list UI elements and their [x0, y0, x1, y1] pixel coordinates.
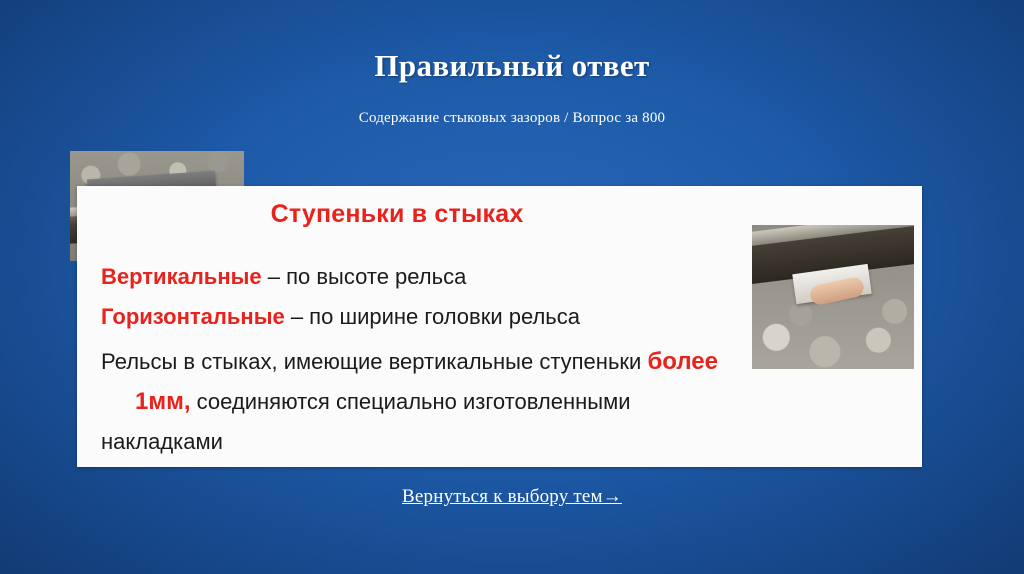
paragraph-line-1: [101, 349, 718, 375]
term-horizontal-desc: – по ширине головки рельса: [284, 304, 580, 329]
back-to-topics-link[interactable]: Вернуться к выбору тем→: [402, 486, 622, 507]
page-title: Правильный ответ: [374, 48, 650, 83]
card-heading: Ступеньки в стыках: [270, 200, 524, 228]
paragraph-text-3: накладками: [101, 429, 223, 454]
paragraph-text-1: Рельсы в стыках, имеющие вертикальные ступеньки: [101, 349, 648, 374]
term-vertical: Вертикальные: [101, 264, 262, 289]
definition-line-vertical: [101, 264, 466, 290]
paragraph-line-2: [135, 389, 631, 415]
hand-measuring-rail-step-photo: [752, 225, 914, 369]
back-link-container: [0, 486, 1024, 508]
page-subtitle: Содержание стыковых зазоров / Вопрос за 800: [358, 110, 666, 126]
paragraph-line-3: [101, 429, 223, 455]
term-horizontal: Горизонтальные: [101, 304, 285, 329]
paragraph-highlight-more: более: [647, 348, 718, 375]
content-card: [77, 186, 922, 467]
paragraph-highlight-1mm: 1мм,: [135, 388, 191, 415]
definition-line-horizontal: [101, 304, 580, 330]
term-vertical-desc: – по высоте рельса: [261, 264, 467, 289]
paragraph-text-2: соединяются специально изготовленными: [190, 389, 631, 414]
